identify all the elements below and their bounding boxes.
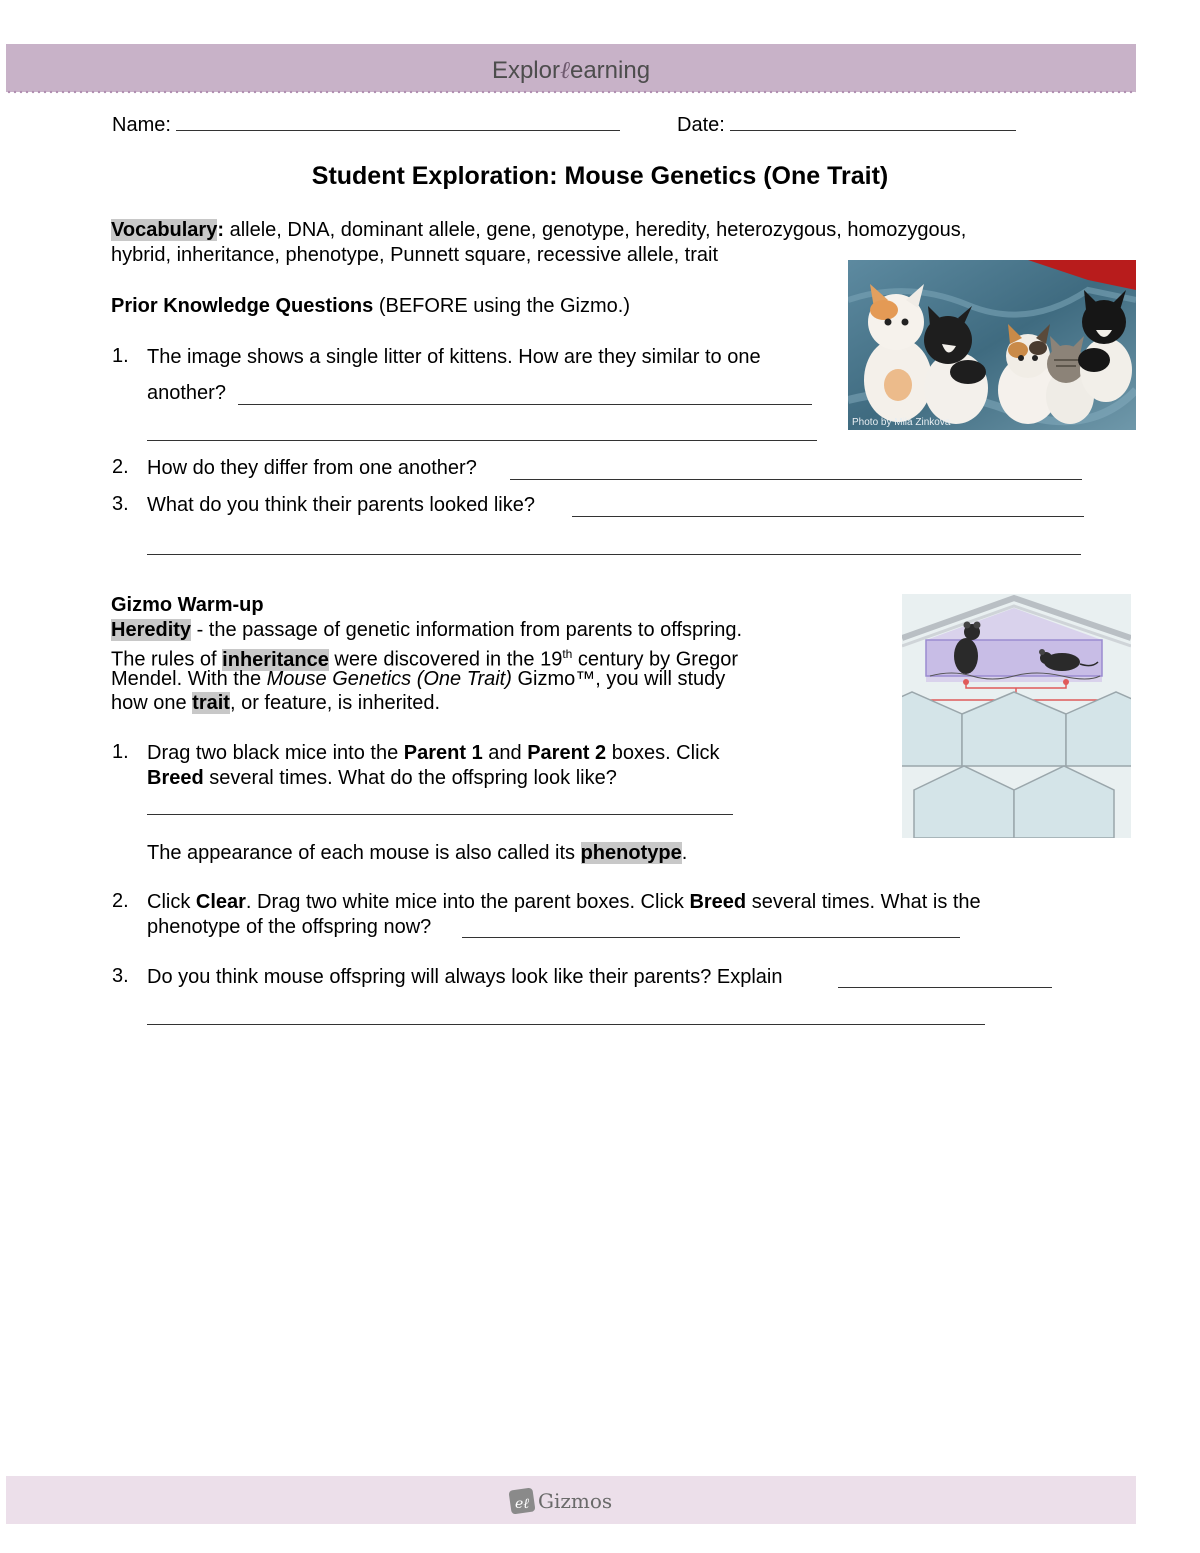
- kittens-illustration: [848, 260, 1136, 430]
- wu-q1-number: 1.: [112, 741, 129, 763]
- wu-q3-answer-blank-1[interactable]: [838, 969, 1052, 988]
- pk-q3-answer-blank-2[interactable]: [147, 536, 1081, 555]
- vocabulary-line-2: hybrid, inheritance, phenotype, Punnett square, recessive allele, trait: [111, 244, 719, 266]
- brand-swirl-icon: ℓ: [559, 56, 570, 84]
- wu-q3-number: 3.: [112, 965, 129, 987]
- wu-q3-text: Do you think mouse offspring will always look like their parents? Explain: [147, 966, 783, 988]
- page-title: Student Exploration: Mouse Genetics (One Trait): [311, 162, 889, 190]
- phenotype-term: phenotype: [580, 842, 682, 864]
- wu-q3-answer-blank-2[interactable]: [147, 1006, 985, 1025]
- header-dotted-line: [6, 90, 1136, 94]
- date-label: Date:: [677, 114, 725, 136]
- wu-q1-line-1: Drag two black mice into the Parent 1 and Parent 2 boxes. Click: [147, 742, 720, 764]
- wu-q2-answer-blank[interactable]: [462, 919, 960, 938]
- name-label: Name:: [112, 114, 171, 136]
- wu-q2-number: 2.: [112, 890, 129, 912]
- name-field: [112, 112, 620, 137]
- pk-q1-answer-blank-2[interactable]: [147, 422, 817, 441]
- prior-knowledge-heading: Prior Knowledge Questions (BEFORE using the Gizmo.): [111, 295, 631, 317]
- pk-q2-number: 2.: [112, 456, 129, 478]
- heredity-term: Heredity: [111, 619, 192, 641]
- phenotype-note: The appearance of each mouse is also called its phenotype.: [147, 842, 688, 864]
- gizmo-screenshot: [902, 594, 1131, 838]
- warmup-paragraph-line-2: The rules of inheritance were discovered in the 19th century by Gregor: [111, 647, 738, 671]
- inheritance-term: inheritance: [222, 648, 329, 671]
- parent-2-term: Parent 2: [527, 742, 607, 764]
- wu-q1-line-2: Breed several times. What do the offspring look like?: [147, 767, 617, 789]
- pk-q3-text: What do you think their parents looked like?: [147, 494, 535, 516]
- breed-term: Breed: [147, 767, 204, 789]
- explorelearning-logo: Explorℓearning: [491, 56, 651, 84]
- kittens-photo: [848, 260, 1136, 430]
- warmup-paragraph-line-3: Mendel. With the Mouse Genetics (One Trait) Gizmo™, you will study: [111, 668, 726, 690]
- vocabulary-line-1: Vocabulary: allele, DNA, dominant allele, gene, genotype, heredity, heterozygous, homozygous,: [111, 219, 967, 241]
- warmup-heading: Gizmo Warm-up: [111, 594, 264, 616]
- pk-q3-answer-blank-1[interactable]: [572, 498, 1084, 517]
- pk-q1-answer-blank-1[interactable]: [238, 386, 812, 405]
- pk-q2-answer-blank[interactable]: [510, 461, 1082, 480]
- wu-q1-answer-blank[interactable]: [147, 796, 733, 815]
- pk-q2-text: How do they differ from one another?: [147, 457, 477, 479]
- date-blank[interactable]: [730, 112, 1016, 131]
- gizmos-logo-icon: [508, 1486, 538, 1516]
- trait-term: trait: [192, 692, 230, 714]
- photo-credit: Photo by Mila Zinkova: [852, 417, 951, 428]
- warmup-paragraph-line-1: Heredity - the passage of genetic information from parents to offspring.: [111, 619, 743, 641]
- date-field: [677, 112, 1016, 137]
- warmup-paragraph-line-4: how one trait, or feature, is inherited.: [111, 692, 441, 714]
- parent-1-term: Parent 1: [403, 742, 483, 764]
- pk-q3-number: 3.: [112, 493, 129, 515]
- pk-q1-text-line-1: The image shows a single litter of kittens. How are they similar to one: [147, 346, 761, 368]
- vocabulary-label: Vocabulary: [111, 219, 218, 241]
- gizmos-logo: eℓ Gizmos: [508, 1486, 612, 1516]
- mouse-breeding-diagram: [902, 594, 1131, 838]
- pk-q1-text-line-2: another?: [147, 382, 226, 404]
- wu-q2-line-1: Click Clear. Drag two white mice into the parent boxes. Click Breed several times. What is the: [147, 891, 981, 913]
- svg-text:eℓ: eℓ: [515, 1496, 530, 1512]
- breed-term-2: Breed: [689, 891, 747, 913]
- name-blank[interactable]: [176, 112, 620, 131]
- wu-q2-line-2: phenotype of the offspring now?: [147, 916, 432, 938]
- clear-term: Clear: [195, 891, 246, 913]
- pk-q1-number: 1.: [112, 345, 129, 367]
